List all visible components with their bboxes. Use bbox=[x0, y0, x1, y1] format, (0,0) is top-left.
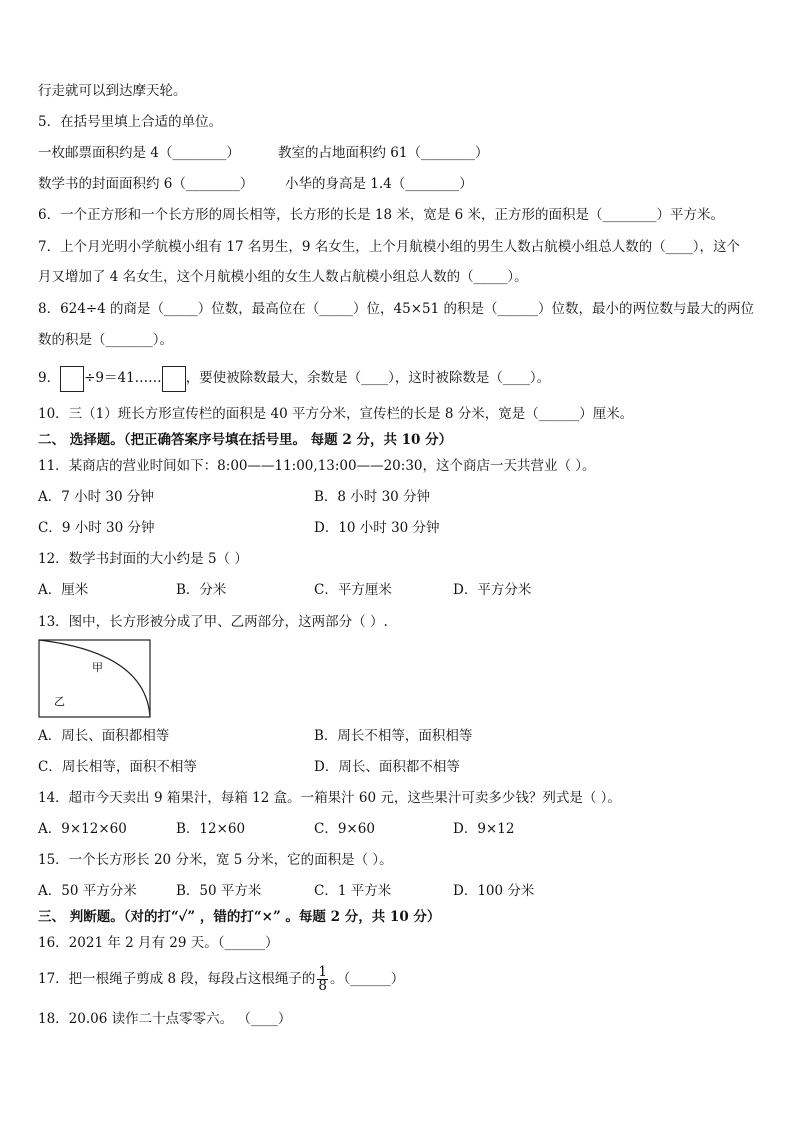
option-15b: B．50 平方米 bbox=[176, 883, 262, 899]
remainder-box bbox=[162, 366, 186, 392]
option-14d: D．9×12 bbox=[453, 821, 515, 837]
section-3-heading: 三、 判断题。（对的打“✓” ，错的打“×” 。每题 2 分，共 10 分） bbox=[38, 909, 441, 925]
question-17-text: 17．把一根绳子剪成 8 段，每段占这根绳子的 bbox=[38, 971, 316, 987]
option-14b: B．12×60 bbox=[176, 821, 246, 837]
question-12: 12．数学书封面的大小约是 5（ ） bbox=[38, 551, 248, 567]
figure-label-yi: 乙 bbox=[54, 695, 65, 708]
rectangle-figure bbox=[38, 639, 152, 719]
dividend-box bbox=[60, 366, 84, 392]
fraction-numerator: 1 bbox=[318, 964, 327, 980]
question-8-line1: 8．624÷4 的商是（_____）位数，最高位在（_____）位，45×51 的积是（______）位数，最小的两位数与最大的两位 bbox=[38, 301, 755, 317]
question-5a: 一枚邮票面积约是 4（________） bbox=[38, 145, 240, 161]
question-17-answer: 。（______） bbox=[329, 971, 405, 987]
option-13c: C．周长相等，面积不相等 bbox=[38, 759, 197, 775]
question-9-rest: ，要使被除数最大，余数是（____），这时被除数是（____）。 bbox=[185, 370, 551, 386]
question-5b: 教室的占地面积约 61（________） bbox=[278, 145, 489, 161]
option-14a: A．9×12×60 bbox=[38, 821, 127, 837]
figure-label-jia: 甲 bbox=[92, 661, 103, 674]
question-10: 10．三（1）班长方形宣传栏的面积是 40 平方分米，宣传栏的长是 8 分米，宽是（______）厘米。 bbox=[38, 406, 634, 422]
option-12b: B．分米 bbox=[176, 582, 227, 598]
option-13b: B．周长不相等，面积相等 bbox=[314, 728, 473, 744]
question-7-line2: 月又增加了 4 名女生，这个月航模小组的女生人数占航模小组总人数的（_____）。 bbox=[38, 269, 528, 285]
question-6: 6．一个正方形和一个长方形的周长相等，长方形的长是 18 米，宽是 6 米，正方形的面积是（________）平方米。 bbox=[38, 207, 725, 223]
question-17 bbox=[38, 964, 404, 994]
question-9-division: ÷9＝41…… bbox=[84, 370, 162, 386]
question-5: 5．在括号里填上合适的单位。 bbox=[38, 114, 223, 130]
option-13d: D．周长、面积都不相等 bbox=[314, 759, 460, 775]
option-11b: B．8 小时 30 分钟 bbox=[314, 489, 431, 505]
text-line: 行走就可以到达摩天轮。 bbox=[38, 83, 187, 99]
question-8-line2: 数的积是（_______）。 bbox=[38, 332, 173, 348]
option-11a: A．7 小时 30 分钟 bbox=[38, 489, 154, 505]
option-14c: C．9×60 bbox=[314, 821, 375, 837]
question-9-number: 9． bbox=[38, 370, 61, 386]
option-12c: C．平方厘米 bbox=[314, 582, 392, 598]
question-11: 11．某商店的营业时间如下：8:00——11:00,13:00——20:30，这个商店一天共营业（ ）。 bbox=[38, 458, 596, 474]
option-11d: D．10 小时 30 分钟 bbox=[314, 520, 440, 536]
question-15: 15．一个长方形长 20 分米，宽 5 分米，它的面积是（ ）。 bbox=[38, 852, 393, 868]
question-7-line1: 7．上个月光明小学航模小组有 17 名男生，9 名女生，上个月航模小组的男生人数占航模小组总人数的（____），这个 bbox=[38, 239, 740, 255]
question-9 bbox=[38, 365, 550, 392]
option-15d: D．100 分米 bbox=[453, 883, 535, 899]
question-5c: 数学书的封面面积约 6（________） bbox=[38, 176, 254, 192]
option-13a: A．周长、面积都相等 bbox=[38, 728, 170, 744]
question-5d: 小华的身高是 1.4（________） bbox=[285, 176, 473, 192]
option-15a: A．50 平方分米 bbox=[38, 883, 137, 899]
question-16: 16．2021 年 2 月有 29 天。（______） bbox=[38, 935, 279, 951]
question-14: 14．超市今天卖出 9 箱果汁，每箱 12 盒。一箱果汁 60 元，这些果汁可卖多少钱？列式是（ ）。 bbox=[38, 790, 621, 806]
option-15c: C．1 平方米 bbox=[314, 883, 392, 899]
fraction-one-eighth bbox=[317, 966, 328, 993]
option-11c: C．9 小时 30 分钟 bbox=[38, 520, 155, 536]
question-18: 18．20.06 读作二十点零零六。 （____） bbox=[38, 1011, 292, 1027]
option-12a: A．厘米 bbox=[38, 582, 89, 598]
question-13: 13．图中，长方形被分成了甲、乙两部分，这两部分（ ）. bbox=[38, 614, 388, 630]
fraction-denominator: 8 bbox=[318, 978, 327, 994]
section-2-heading: 二、 选择题。（把正确答案序号填在括号里。 每题 2 分，共 10 分） bbox=[38, 432, 453, 448]
option-12d: D．平方分米 bbox=[453, 582, 532, 598]
